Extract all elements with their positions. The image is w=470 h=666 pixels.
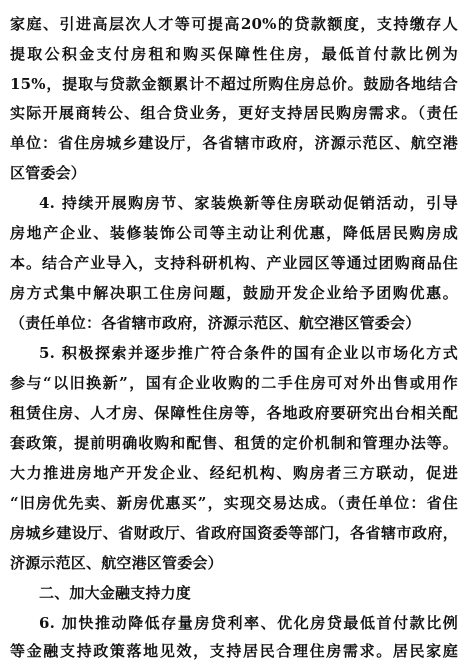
paragraph-4-first-line: 4. 持续开展购房节、家装焕新等住房联动促销活动，引导 bbox=[39, 194, 458, 212]
text-line: 大力推进房地产开发企业、经纪机构、购房者三方联动，促进 bbox=[10, 464, 458, 482]
text-line: 参与“以旧换新”，国有企业收购的二手住房可对外出售或用作 bbox=[10, 374, 458, 392]
text-line: 实际开展商转公、组合贷业务，更好支持居民购房需求。（责任 bbox=[10, 104, 458, 122]
text-line: 济源示范区、航空港区管委会） bbox=[10, 554, 223, 572]
section-heading: 二、加大金融支持力度 bbox=[39, 584, 192, 602]
paragraph-6-first-line: 6. 加快推动降低存量房贷利率、优化房贷最低首付款比例 bbox=[39, 614, 458, 632]
paragraph-5-first-line: 5. 积极探索并逐步推广符合条件的国有企业以市场化方式 bbox=[39, 344, 458, 362]
text-line: 提取公积金支付房租和购买保障性住房，最低首付款比例为 bbox=[10, 45, 458, 63]
text-line: 套政策，提前明确收购和配售、租赁的定价机制和管理办法等。 bbox=[10, 434, 458, 452]
text-line: 租赁住房、人才房、保障性住房等，各地政府要研究出台相关配 bbox=[10, 404, 458, 422]
text-line: 等金融支持政策落地见效，支持居民合理住房需求。居民家庭 bbox=[10, 642, 458, 660]
text-line: 房方式集中解决职工住房问题，鼓励开发企业给予团购优惠。 bbox=[10, 284, 458, 302]
text-line: 本。结合产业导入，支持科研机构、产业园区等通过团购商品住 bbox=[10, 254, 458, 272]
text-line: 区管委会） bbox=[10, 164, 87, 182]
text-line: 家庭、引进高层次人才等可提高20%的贷款额度，支持缴存人 bbox=[10, 15, 458, 33]
text-line: 房城乡建设厅、省财政厅、省政府国资委等部门，各省辖市政府， bbox=[10, 524, 458, 542]
text-line: （责任单位：各省辖市政府，济源示范区、航空港区管委会） bbox=[10, 314, 421, 332]
text-line: 房地产企业、装修装饰公司等主动让利优惠，降低居民购房成 bbox=[10, 224, 458, 242]
text-line: 15%，提取与贷款金额累计不超过所购住房总价。鼓励各地结合 bbox=[10, 75, 458, 93]
text-line: 单位：省住房城乡建设厅，各省辖市政府，济源示范区、航空港 bbox=[10, 134, 458, 152]
text-line: “旧房优先卖、新房优惠买”，实现交易达成。（责任单位：省住 bbox=[10, 494, 458, 512]
